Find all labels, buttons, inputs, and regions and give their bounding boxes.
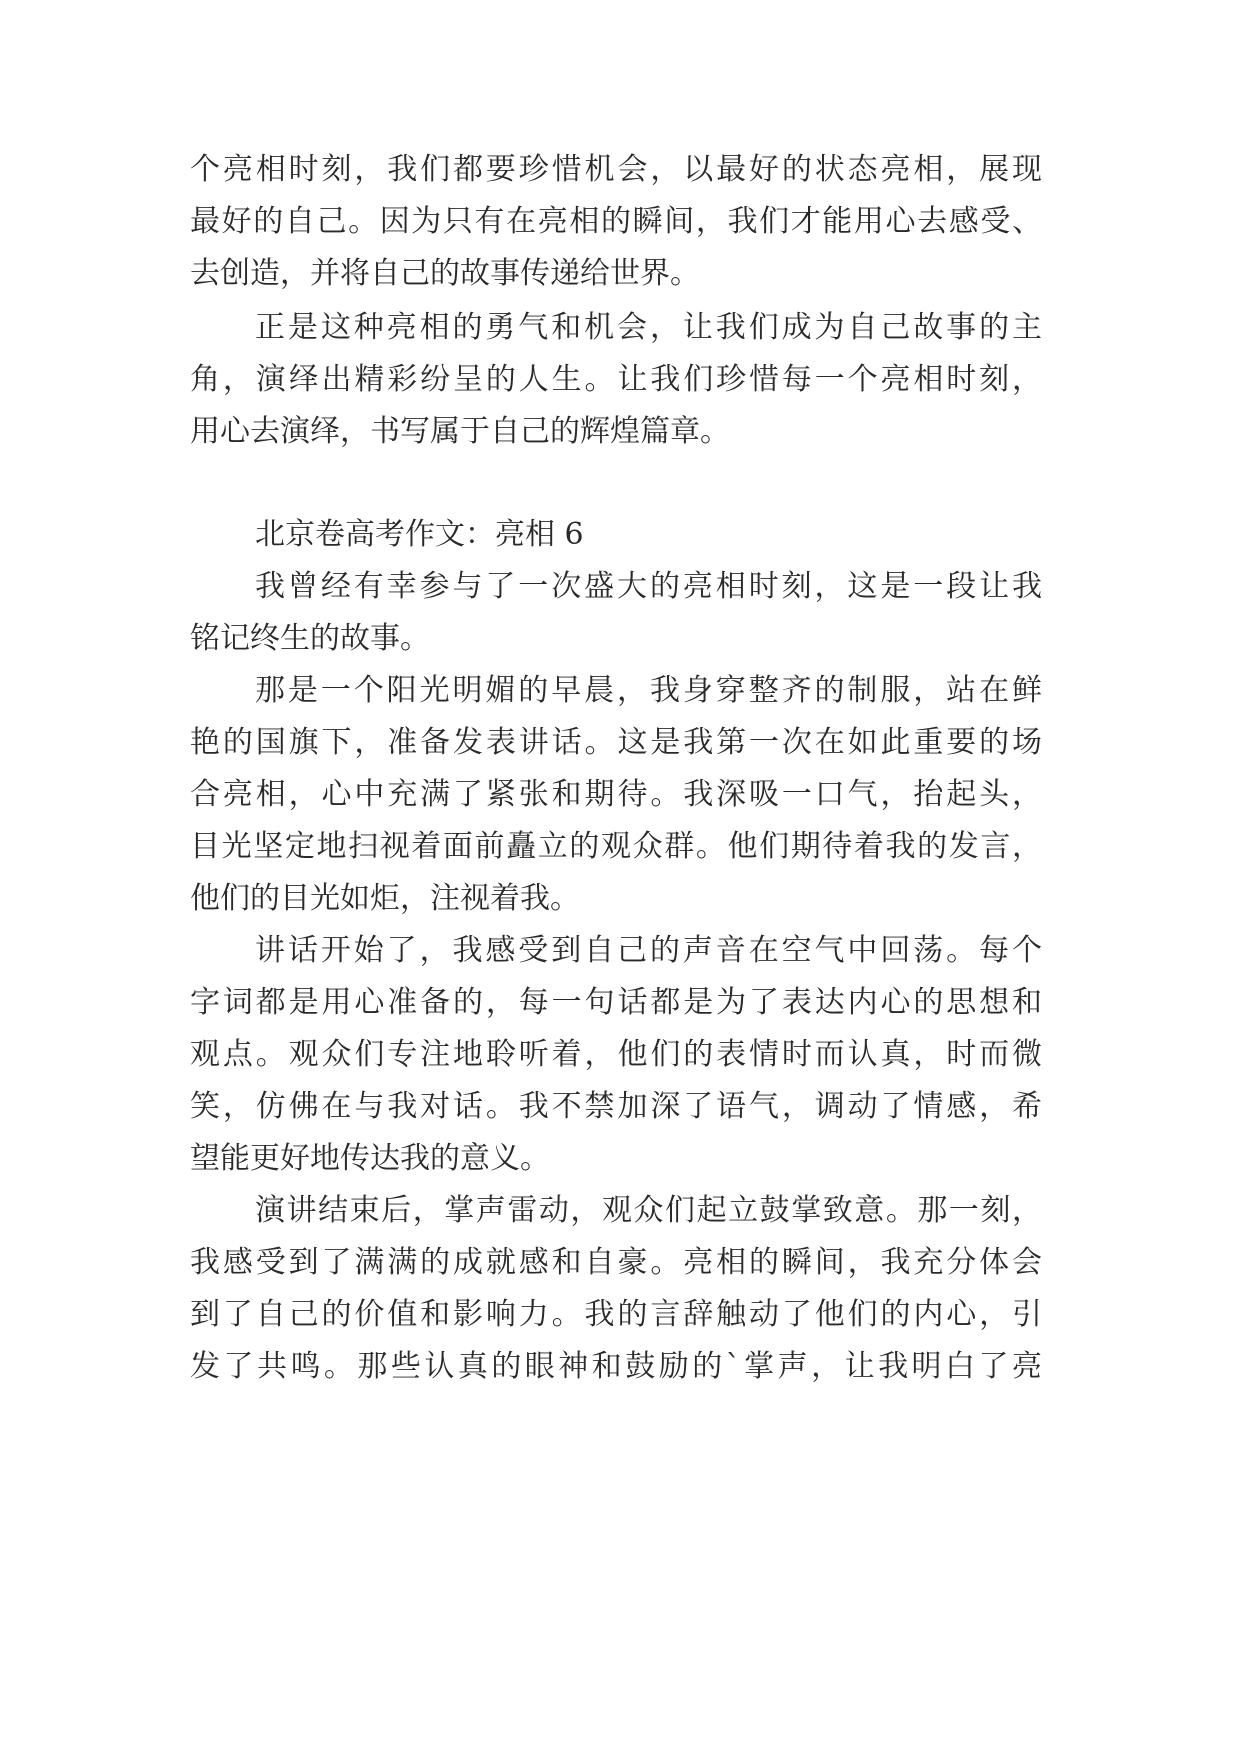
text-line: 正是这种亮相的勇气和机会，让我们成为自己故事的主	[255, 310, 1042, 345]
text-line: 铭记终生的故事。	[190, 621, 430, 656]
text-line: 讲话开始了，我感受到自己的声音在空气中回荡。每个	[255, 933, 1042, 968]
text-line: 我曾经有幸参与了一次盛大的亮相时刻，这是一段让我	[255, 569, 1042, 604]
text-line: 到了自己的价值和影响力。我的言辞触动了他们的内心，引	[190, 1297, 1042, 1332]
section-heading: 北京卷高考作文：亮相 6	[255, 517, 584, 552]
text-line: 角，演绎出精彩纷呈的人生。让我们珍惜每一个亮相时刻，	[190, 362, 1042, 397]
text-line: 最好的自己。因为只有在亮相的瞬间，我们才能用心去感受、	[190, 204, 1042, 239]
text-line: 他们的目光如炬，注视着我。	[190, 881, 580, 916]
text-line: 我感受到了满满的成就感和自豪。亮相的瞬间，我充分体会	[190, 1245, 1042, 1280]
text-line: 艳的国旗下，准备发表讲话。这是我第一次在如此重要的场	[190, 725, 1042, 760]
text-line: 那是一个阳光明媚的早晨，我身穿整齐的制服，站在鲜	[255, 673, 1042, 708]
text-line: 观点。观众们专注地聆听着，他们的表情时而认真，时而微	[190, 1037, 1042, 1072]
text-line: 去创造，并将自己的故事传递给世界。	[190, 256, 700, 291]
text-line: 发了共鸣。那些认真的眼神和鼓励的`掌声，让我明白了亮	[190, 1349, 1042, 1384]
text-line: 望能更好地传达我的意义。	[190, 1141, 550, 1176]
text-line: 笑，仿佛在与我对话。我不禁加深了语气，调动了情感，希	[190, 1089, 1042, 1124]
text-line: 个亮相时刻，我们都要珍惜机会，以最好的状态亮相，展现	[190, 152, 1042, 187]
text-line: 用心去演绎，书写属于自己的辉煌篇章。	[190, 414, 730, 449]
text-line: 目光坚定地扫视着面前矗立的观众群。他们期待着我的发言，	[190, 829, 1042, 864]
text-line: 字词都是用心准备的，每一句话都是为了表达内心的思想和	[190, 985, 1042, 1020]
text-line: 演讲结束后，掌声雷动，观众们起立鼓掌致意。那一刻，	[255, 1193, 1042, 1228]
text-line: 合亮相，心中充满了紧张和期待。我深吸一口气，抬起头，	[190, 777, 1042, 812]
